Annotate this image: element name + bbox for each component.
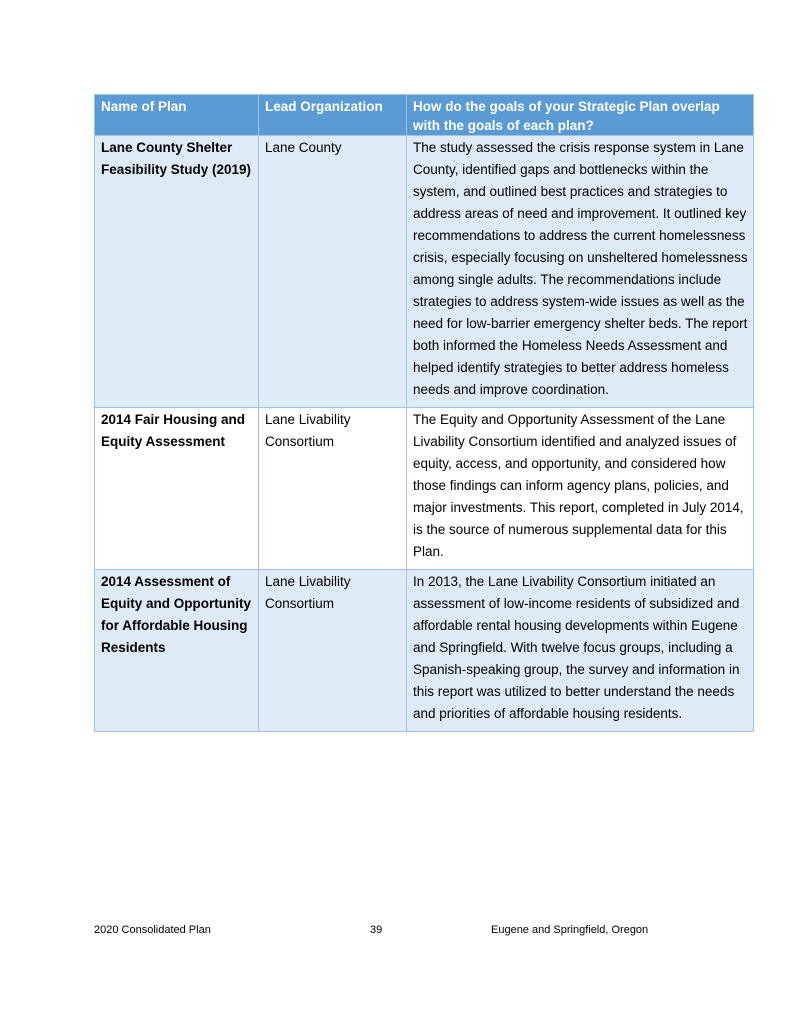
plan-name-cell bbox=[95, 570, 259, 732]
goals-overlap-cell bbox=[407, 570, 754, 732]
plans-table bbox=[94, 94, 754, 732]
lead-organization-cell bbox=[259, 408, 407, 570]
table-row bbox=[95, 408, 754, 570]
table-row bbox=[95, 570, 754, 732]
header-lead-organization: Lead Organization bbox=[259, 95, 407, 136]
plan-name-cell bbox=[95, 136, 259, 408]
lead-organization: Lane Livability Consortium bbox=[265, 412, 351, 449]
goals-overlap-text: In 2013, the Lane Livability Consortium initiated an assessment of low-income residents of subsidized and affordable rental housing developments within Eugene and Springfield. With twelve focus groups, including a Spanish-speaking group, the survey and information in this report was utilized to better understand the needs and priorities of affordable housing residents. bbox=[413, 574, 740, 721]
header-goals-overlap: How do the goals of your Strategic Plan overlap with the goals of each plan? bbox=[407, 95, 754, 136]
lead-organization: Lane County bbox=[265, 140, 342, 155]
footer-page-number: 39 bbox=[370, 924, 383, 936]
goals-overlap-text: The Equity and Opportunity Assessment of the Lane Livability Consortium identified and analyzed issues of equity, access, and opportunity, and considered how those findings can inform agency plans, policies, and major investments. This report, completed in July 2014, is the source of numerous supplemental data for this Plan. bbox=[413, 412, 744, 559]
plan-name: Lane County Shelter Feasibility Study (2019) bbox=[101, 140, 252, 177]
footer-document-title: 2020 Consolidated Plan bbox=[94, 924, 211, 936]
table-header-row bbox=[95, 95, 754, 136]
table-row bbox=[95, 136, 754, 408]
goals-overlap-cell bbox=[407, 408, 754, 570]
lead-organization-cell bbox=[259, 136, 407, 408]
plan-name: 2014 Assessment of Equity and Opportunity for Affordable Housing Residents bbox=[101, 574, 251, 655]
footer-jurisdiction: Eugene and Springfield, Oregon bbox=[491, 924, 649, 936]
header-name-of-plan: Name of Plan bbox=[95, 95, 259, 136]
goals-overlap-cell bbox=[407, 136, 754, 408]
lead-organization: Lane Livability Consortium bbox=[265, 574, 351, 611]
plan-name: 2014 Fair Housing and Equity Assessment bbox=[101, 412, 246, 449]
lead-organization-cell bbox=[259, 570, 407, 732]
plan-name-cell bbox=[95, 408, 259, 570]
goals-overlap-text: The study assessed the crisis response system in Lane County, identified gaps and bottlenecks within the system, and outlined best practices and strategies to address areas of need and improvement. It outlined key recommendations to address the current homelessness crisis, especially focusing on unsheltered homelessness among single adults. The recommendations include strategies to address system-wide issues as well as the need for low-barrier emergency shelter beds. The report both informed the Homeless Needs Assessment and helped identify strategies to better address homeless needs and improve coordination. bbox=[413, 140, 748, 397]
